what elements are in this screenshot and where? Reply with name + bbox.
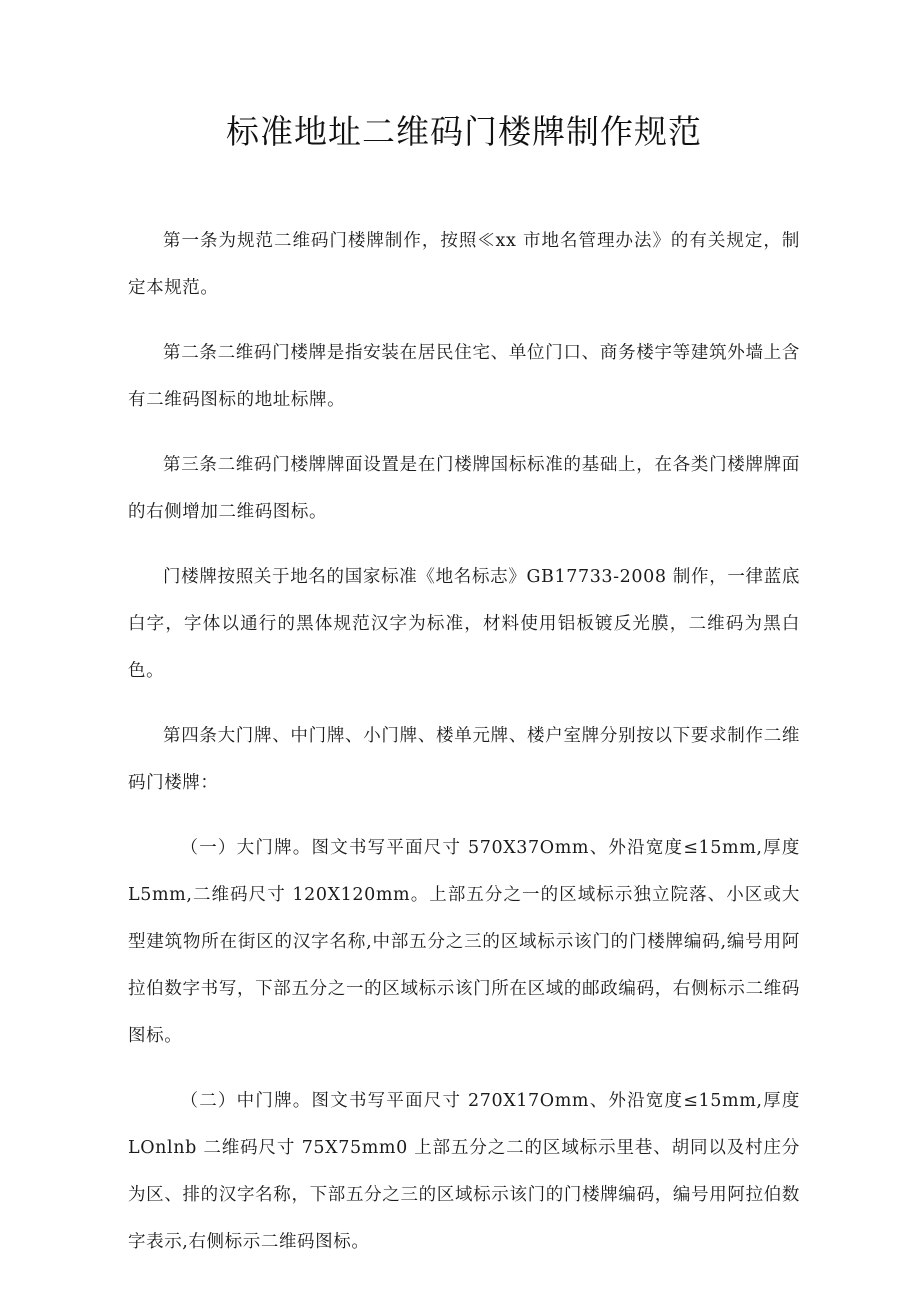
paragraph-national-standard: 门楼牌按照关于地名的国家标准《地名标志》GB17733-2008 制作，一律蓝底白字，字体以通行的黑体规范汉字为标准，材料使用铝板镀反光膜，二维码为黑白色。 <box>128 567 800 681</box>
paragraph-medium-door-plate: （二）中门牌。图文书写平面尺寸 270X17Omm、外沿宽度≤15mm,厚度 LOnlnb 二维码尺寸 75X75mm0 上部五分之二的区域标示里巷、胡同以及村庄分为区、排的汉字名称，下部五分之三的区域标示该门的门楼牌编码，编号用阿拉伯数字表示,右侧标示二维码图标。 <box>128 1091 800 1252</box>
document-body <box>128 218 800 1266</box>
paragraph-large-door-plate: （一）大门牌。图文书写平面尺寸 570X37Omm、外沿宽度≤15mm,厚度 L5mm,二维码尺寸 120X120mm。上部五分之一的区域标示独立院落、小区或大型建筑物所在街区的汉字名称,中部五分之三的区域标示该门的门楼牌编码,编号用阿拉伯数字书写，下部五分之一的区域标示该门所在区域的邮政编码，右侧标示二维码图标。 <box>128 838 800 1046</box>
paragraph-article-2: 第二条二维码门楼牌是指安装在居民住宅、单位门口、商务楼宇等建筑外墙上含有二维码图标的地址标牌。 <box>128 343 800 410</box>
paragraph-article-4: 第四条大门牌、中门牌、小门牌、楼单元牌、楼户室牌分别按以下要求制作二维码门楼牌： <box>128 726 800 793</box>
paragraph-article-3: 第三条二维码门楼牌牌面设置是在门楼牌国标标准的基础上，在各类门楼牌牌面的右侧增加二维码图标。 <box>128 455 800 522</box>
document-title: 标准地址二维码门楼牌制作规范 <box>226 112 702 151</box>
paragraph-article-1: 第一条为规范二维码门楼牌制作，按照≪xx 市地名管理办法》的有关规定，制定本规范。 <box>128 231 800 298</box>
